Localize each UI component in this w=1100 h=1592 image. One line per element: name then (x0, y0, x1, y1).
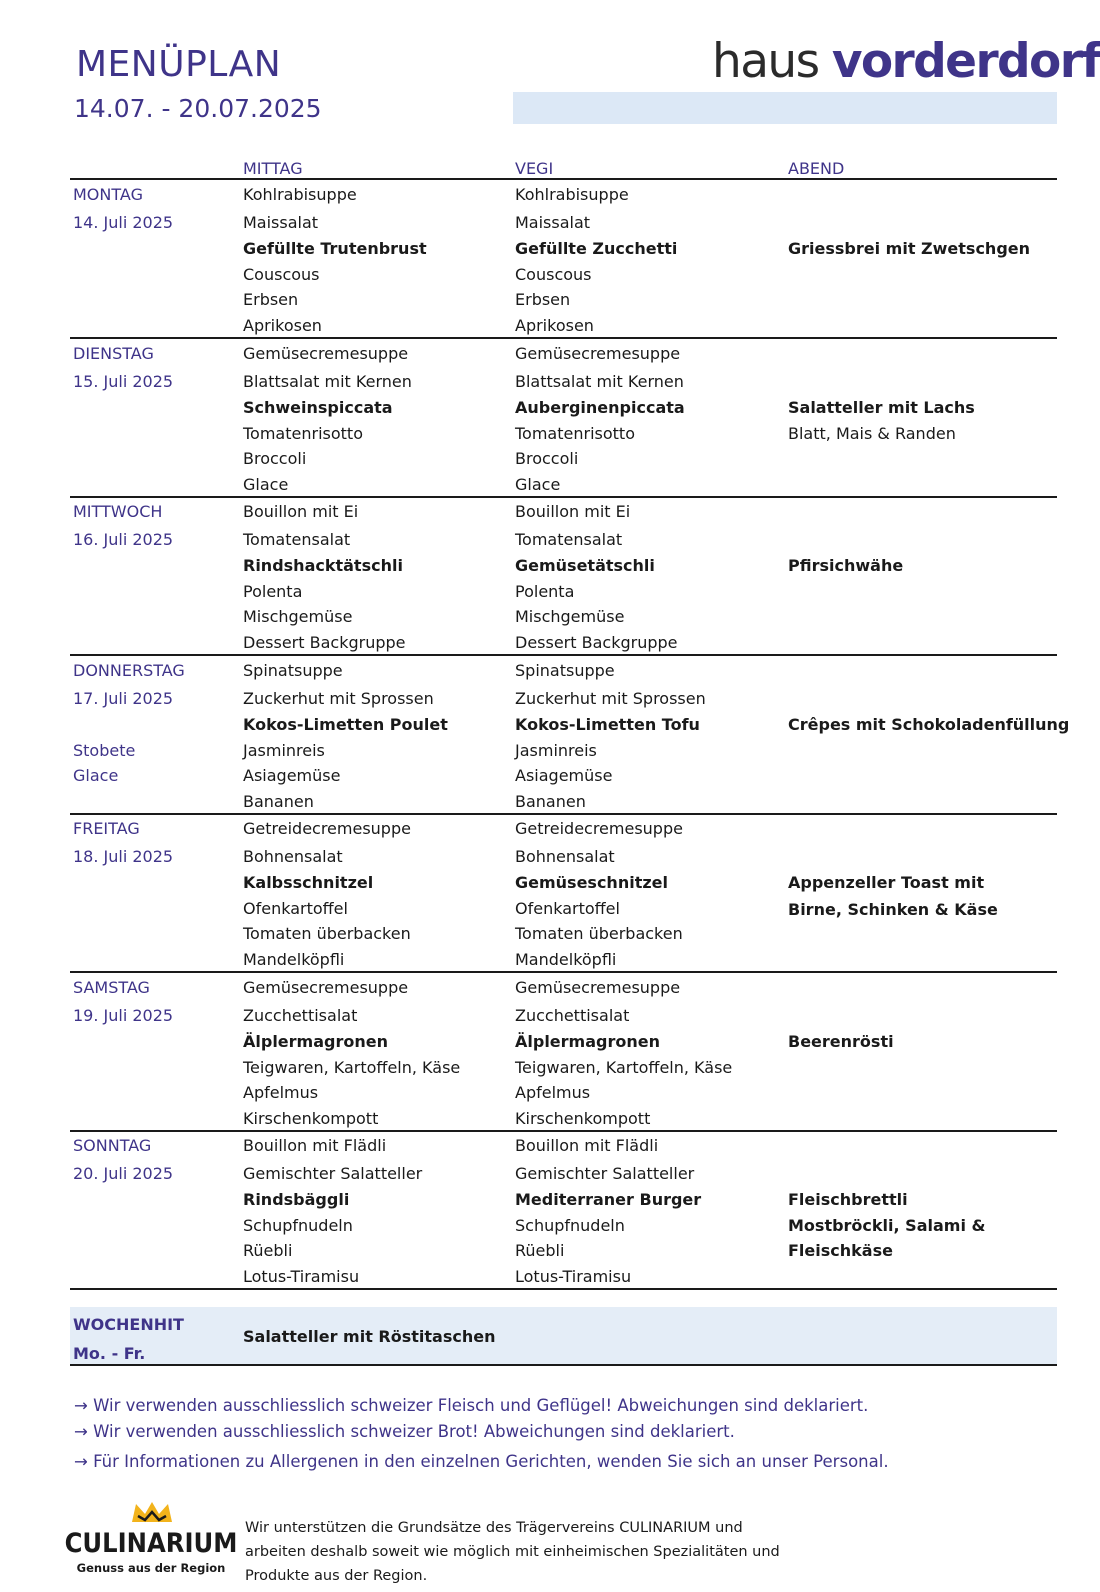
mittag-item: Jasminreis (243, 740, 325, 760)
mittag-item: Bohnensalat (243, 847, 343, 866)
row-divider (70, 813, 1057, 815)
mittag-item: Spinatsuppe (243, 660, 343, 680)
mittag-item: Broccoli (243, 448, 307, 468)
brand-logo-part1: haus (712, 34, 832, 89)
mittag-item: Gemüsecremesuppe (243, 343, 409, 363)
culinarium-statement: Wir unterstützen die Grundsätze des Trägervereins CULINARIUM und arbeiten deshalb soweit wie möglich mit einheimischen Spezialitäten und Produkte aus der Region. (245, 1520, 780, 1584)
day-name: FREITAG (73, 819, 140, 838)
vegi-item: Asiagemüse (515, 765, 613, 785)
wochenhit-days: Mo. - Fr. (73, 1344, 146, 1363)
mittag-main-dish: Rindsbäggli (243, 1190, 350, 1209)
wochenhit-background (70, 1307, 1057, 1365)
mittag-item: Bouillon mit Ei (243, 502, 359, 521)
abend-dish: Fleischkäse (788, 1241, 893, 1260)
abend-dish: Pfirsichwähe (788, 556, 904, 575)
day-date: 14. Juli 2025 (73, 213, 174, 232)
mittag-item: Tomaten überbacken (243, 924, 411, 943)
vegi-main-dish: Gemüsetätschli (515, 556, 655, 575)
mittag-item: Schupfnudeln (243, 1216, 353, 1235)
vegi-item: Broccoli (515, 448, 579, 468)
vegi-item: Jasminreis (515, 740, 597, 760)
vegi-item: Kohlrabisuppe (515, 185, 629, 204)
vegi-main-dish: Mediterraner Burger (515, 1190, 702, 1209)
vegi-main-dish: Kokos-Limetten Tofu (515, 714, 700, 734)
crown-icon (64, 1502, 238, 1580)
vegi-item: Glace (515, 474, 561, 494)
vegi-item: Gemüsecremesuppe (515, 977, 681, 997)
row-divider (70, 1130, 1057, 1132)
vegi-item: Rüebli (515, 1241, 565, 1260)
mittag-item: Couscous (243, 265, 320, 284)
mittag-item: Bananen (243, 791, 314, 811)
day-name: MITTWOCH (73, 502, 163, 521)
day-name: SAMSTAG (73, 977, 150, 997)
abend-dish: Salatteller mit Lachs (788, 397, 975, 417)
vegi-item: Bohnensalat (515, 847, 615, 866)
vegi-item: Dessert Backgruppe (515, 633, 678, 652)
mittag-main-dish: Rindshacktätschli (243, 556, 403, 575)
mittag-item: Bouillon mit Flädli (243, 1136, 387, 1155)
row-divider (70, 1364, 1057, 1366)
vegi-main-dish: Älplermagronen (515, 1031, 660, 1051)
mittag-main-dish: Gefüllte Trutenbrust (243, 239, 427, 258)
mittag-item: Teigwaren, Kartoffeln, Käse (243, 1057, 461, 1077)
mittag-main-dish: Kalbsschnitzel (243, 873, 374, 892)
brand-logo-part2: vorderdorf (831, 34, 1100, 89)
day-date: 15. Juli 2025 (73, 371, 174, 391)
wochenhit-label: WOCHENHIT (73, 1315, 184, 1334)
mittag-item: Zucchettisalat (243, 1005, 358, 1025)
day-name: DONNERSTAG (73, 660, 185, 680)
mittag-item: Dessert Backgruppe (243, 633, 406, 652)
abend-dish: Beerenrösti (788, 1031, 894, 1051)
vegi-item: Gemischter Salatteller (515, 1164, 695, 1183)
mittag-item: Maissalat (243, 213, 319, 232)
vegi-main-dish: Gefüllte Zucchetti (515, 239, 678, 258)
day-date: 17. Juli 2025 (73, 688, 174, 708)
vegi-item: Zucchettisalat (515, 1005, 630, 1025)
wochenhit-dish: Salatteller mit Röstitaschen (243, 1327, 496, 1346)
row-divider (70, 496, 1057, 498)
mittag-main-dish: Schweinspiccata (243, 397, 393, 417)
culinarium-wordmark: CULINARIUM (64, 1528, 238, 1559)
vegi-item: Zuckerhut mit Sprossen (515, 688, 706, 708)
vegi-item: Maissalat (515, 213, 591, 232)
mittag-item: Erbsen (243, 290, 299, 309)
mittag-item: Kirschenkompott (243, 1108, 379, 1128)
row-divider (70, 654, 1057, 656)
vegi-item: Teigwaren, Kartoffeln, Käse (515, 1057, 733, 1077)
mittag-item: Apfelmus (243, 1082, 319, 1102)
vegi-item: Spinatsuppe (515, 660, 615, 680)
abend-dish: Birne, Schinken & Käse (788, 900, 998, 919)
day-date: 18. Juli 2025 (73, 847, 174, 866)
row-divider (70, 1288, 1057, 1290)
vegi-item: Getreidecremesuppe (515, 819, 683, 838)
mittag-main-dish: Älplermagronen (243, 1031, 388, 1051)
mittag-item: Gemüsecremesuppe (243, 977, 409, 997)
culinarium-logo (64, 1502, 238, 1580)
vegi-item: Bananen (515, 791, 586, 811)
abend-dish: Appenzeller Toast mit (788, 873, 985, 892)
vegi-item: Tomaten überbacken (515, 924, 683, 943)
vegi-item: Tomatensalat (515, 530, 623, 549)
day-note: Glace (73, 765, 119, 785)
logo-highlight-bar (513, 92, 1057, 124)
mittag-item: Aprikosen (243, 316, 322, 335)
day-name: DIENSTAG (73, 343, 154, 363)
column-header-vegi: VEGI (515, 159, 554, 178)
vegi-item: Schupfnudeln (515, 1216, 625, 1235)
row-divider (70, 337, 1057, 339)
vegi-item: Tomatenrisotto (515, 423, 635, 443)
abend-dish: Mostbröckli, Salami & (788, 1216, 986, 1235)
day-date: 20. Juli 2025 (73, 1164, 174, 1183)
vegi-item: Mischgemüse (515, 607, 625, 626)
mittag-main-dish: Kokos-Limetten Poulet (243, 714, 448, 734)
vegi-main-dish: Gemüseschnitzel (515, 873, 668, 892)
mittag-item: Gemischter Salatteller (243, 1164, 423, 1183)
day-date: 16. Juli 2025 (73, 530, 174, 549)
vegi-item: Mandelköpfli (515, 950, 617, 969)
abend-detail: Blatt, Mais & Randen (788, 423, 956, 443)
vegi-item: Bouillon mit Flädli (515, 1136, 659, 1155)
date-range: 14.07. - 20.07.2025 (74, 94, 322, 123)
mittag-item: Mandelköpfli (243, 950, 345, 969)
vegi-item: Aprikosen (515, 316, 594, 335)
vegi-item: Apfelmus (515, 1082, 591, 1102)
vegi-item: Ofenkartoffel (515, 899, 620, 918)
vegi-item: Couscous (515, 265, 592, 284)
mittag-item: Getreidecremesuppe (243, 819, 411, 838)
day-date: 19. Juli 2025 (73, 1005, 174, 1025)
mittag-item: Tomatensalat (243, 530, 351, 549)
note-meat: → Wir verwenden ausschliesslich schweizer Fleisch und Geflügel! Abweichungen sind deklariert. (74, 1396, 869, 1415)
vegi-item: Kirschenkompott (515, 1108, 651, 1128)
row-divider (70, 178, 1057, 180)
mittag-item: Rüebli (243, 1241, 293, 1260)
mittag-item: Asiagemüse (243, 765, 341, 785)
mittag-item: Mischgemüse (243, 607, 353, 626)
abend-dish: Crêpes mit Schokoladenfüllung (788, 714, 1070, 734)
page-title: MENÜPLAN (76, 44, 282, 85)
mittag-item: Kohlrabisuppe (243, 185, 357, 204)
row-divider (70, 971, 1057, 973)
vegi-item: Erbsen (515, 290, 571, 309)
mittag-item: Blattsalat mit Kernen (243, 371, 412, 391)
vegi-item: Blattsalat mit Kernen (515, 371, 684, 391)
vegi-main-dish: Auberginenpiccata (515, 397, 685, 417)
column-header-mittag: MITTAG (243, 159, 303, 178)
mittag-item: Lotus-Tiramisu (243, 1267, 360, 1286)
mittag-item: Ofenkartoffel (243, 899, 348, 918)
mittag-item: Zuckerhut mit Sprossen (243, 688, 434, 708)
day-name: MONTAG (73, 185, 143, 204)
abend-dish: Fleischbrettli (788, 1190, 908, 1209)
vegi-item: Bouillon mit Ei (515, 502, 631, 521)
brand-logo (712, 34, 1100, 89)
note-bread: → Wir verwenden ausschliesslich schweizer Brot! Abweichungen sind deklariert. (74, 1422, 735, 1441)
vegi-item: Gemüsecremesuppe (515, 343, 681, 363)
mittag-item: Glace (243, 474, 289, 494)
note-allergens: → Für Informationen zu Allergenen in den einzelnen Gerichten, wenden Sie sich an unser Personal. (74, 1452, 889, 1471)
vegi-item: Polenta (515, 582, 575, 601)
vegi-item: Lotus-Tiramisu (515, 1267, 632, 1286)
column-header-abend: ABEND (788, 159, 845, 178)
day-note: Stobete (73, 740, 136, 760)
day-name: SONNTAG (73, 1136, 152, 1155)
mittag-item: Polenta (243, 582, 303, 601)
mittag-item: Tomatenrisotto (243, 423, 363, 443)
culinarium-tagline: Genuss aus der Region (76, 1561, 226, 1575)
abend-dish: Griessbrei mit Zwetschgen (788, 239, 1031, 258)
